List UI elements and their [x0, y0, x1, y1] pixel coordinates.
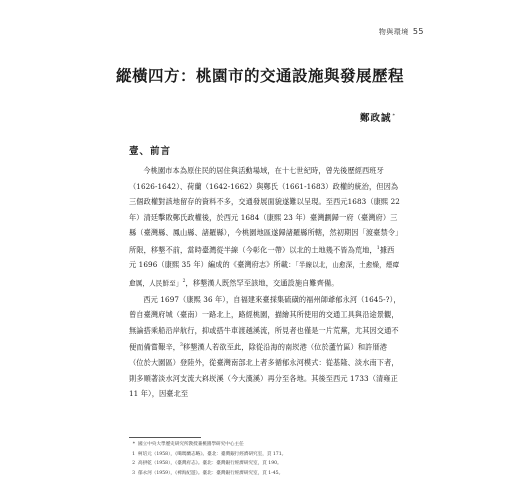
footnote-ref[interactable]: 1 [376, 245, 380, 251]
footnote-mark: 3 [132, 470, 135, 476]
footnote-mark: * [132, 442, 135, 447]
section-heading: 壹、前言 [129, 146, 172, 157]
footnote-text: 國立中央大學歷史研究所教授兼桃園學研究中心主任 [138, 442, 244, 447]
footnote [129, 450, 401, 460]
text-run: 今桃園市本為原住民的居住與活動場域，在十七世紀時，曾先後歷經西班牙（1626-1642）、荷蘭（1642-1662）與鄭氏（1661-1683）政權的統治，但因為三個政權對該地留存的資料不多，交通發展面貌遂難以呈現。至西元1683（康熙 22 年）清廷擊敗鄭氏政權後，於西元 1684（康熙 23 年）臺灣劃歸一府（臺灣府）三縣（臺灣縣、鳳山縣、諸羅縣），今桃園地區遂歸諸羅縣所轄，然初期因「渡臺禁令」所限，移墾不前，當時臺灣從半線（今彰化一帶）以北的土地幾不皆為荒地， [129, 166, 400, 254]
paragraph-2 [129, 292, 401, 402]
footnote-ref[interactable]: 3 [180, 343, 183, 349]
footnote [129, 469, 401, 479]
footnotes [129, 440, 401, 478]
text-run: 移墾漢人若欲至此，除從沿海的南崁港（位於蘆竹區）和許厝港（位於大園區）登陸外，從臺灣南部北上者多循郁永河模式：從基隆、淡水南下者，則多順著淡水河支流大嵙崁溪（今大漢溪）再分至各地。其後至西元 1733（清雍正 11 年），因臺北至 [129, 342, 399, 399]
running-title: 物與環境 [378, 28, 409, 36]
text-run: 西元 1697（康熙 36 年），自福建來臺採集硫磺的福州師爺郁永河（1645-?），曾自臺灣府城（臺南）一路北上，路經桃園，描繪其所使用的交通工具與沿途景觀，無論搭乘船沿岸航行，抑或搭牛車渡越溪流，所見者也僅是一片荒蕪，尤其因交通不便而備嘗艱辛， [129, 294, 401, 352]
author-name: 鄭政誠 [359, 113, 392, 124]
text-run: ，移墾漢人既然罕至該地，交通設施自難齊備。 [185, 278, 339, 288]
body-text [129, 163, 401, 402]
footnote-text: 柯培元（1958），《噶瑪蘭志略》。臺北：臺灣銀行經濟研究室，頁 171。 [138, 451, 287, 457]
footnote-text: 郁永河（1959），《裨海紀遊》。臺北：臺灣銀行經濟研究室，頁 1-45。 [138, 470, 284, 476]
page-number: 55 [412, 27, 424, 36]
footnote-divider [129, 437, 201, 438]
footnote [129, 459, 401, 469]
author-footnote-mark: * [392, 112, 396, 119]
text-run: 據西元 1696（康熙 35 年）編成的《臺灣府志》所載： [129, 244, 395, 270]
footnote [129, 440, 401, 450]
author-byline [360, 110, 396, 124]
running-header [379, 27, 424, 37]
footnote-ref[interactable]: 2 [182, 278, 186, 284]
footnote-mark: 2 [132, 461, 135, 466]
quotation: 「半線以北，山愈深，土愈燥，煙瘴愈厲，人民鮮至」 [129, 261, 400, 288]
article-title: 縱橫四方：桃園市的交通設施與發展歷程 [115, 66, 404, 85]
footnote-mark: 1 [132, 451, 135, 457]
paragraph-1 [129, 163, 401, 292]
footnote-text: 高拱乾（1958），《臺灣府志》。臺北：臺灣銀行經濟研究室，頁 190。 [138, 461, 282, 466]
